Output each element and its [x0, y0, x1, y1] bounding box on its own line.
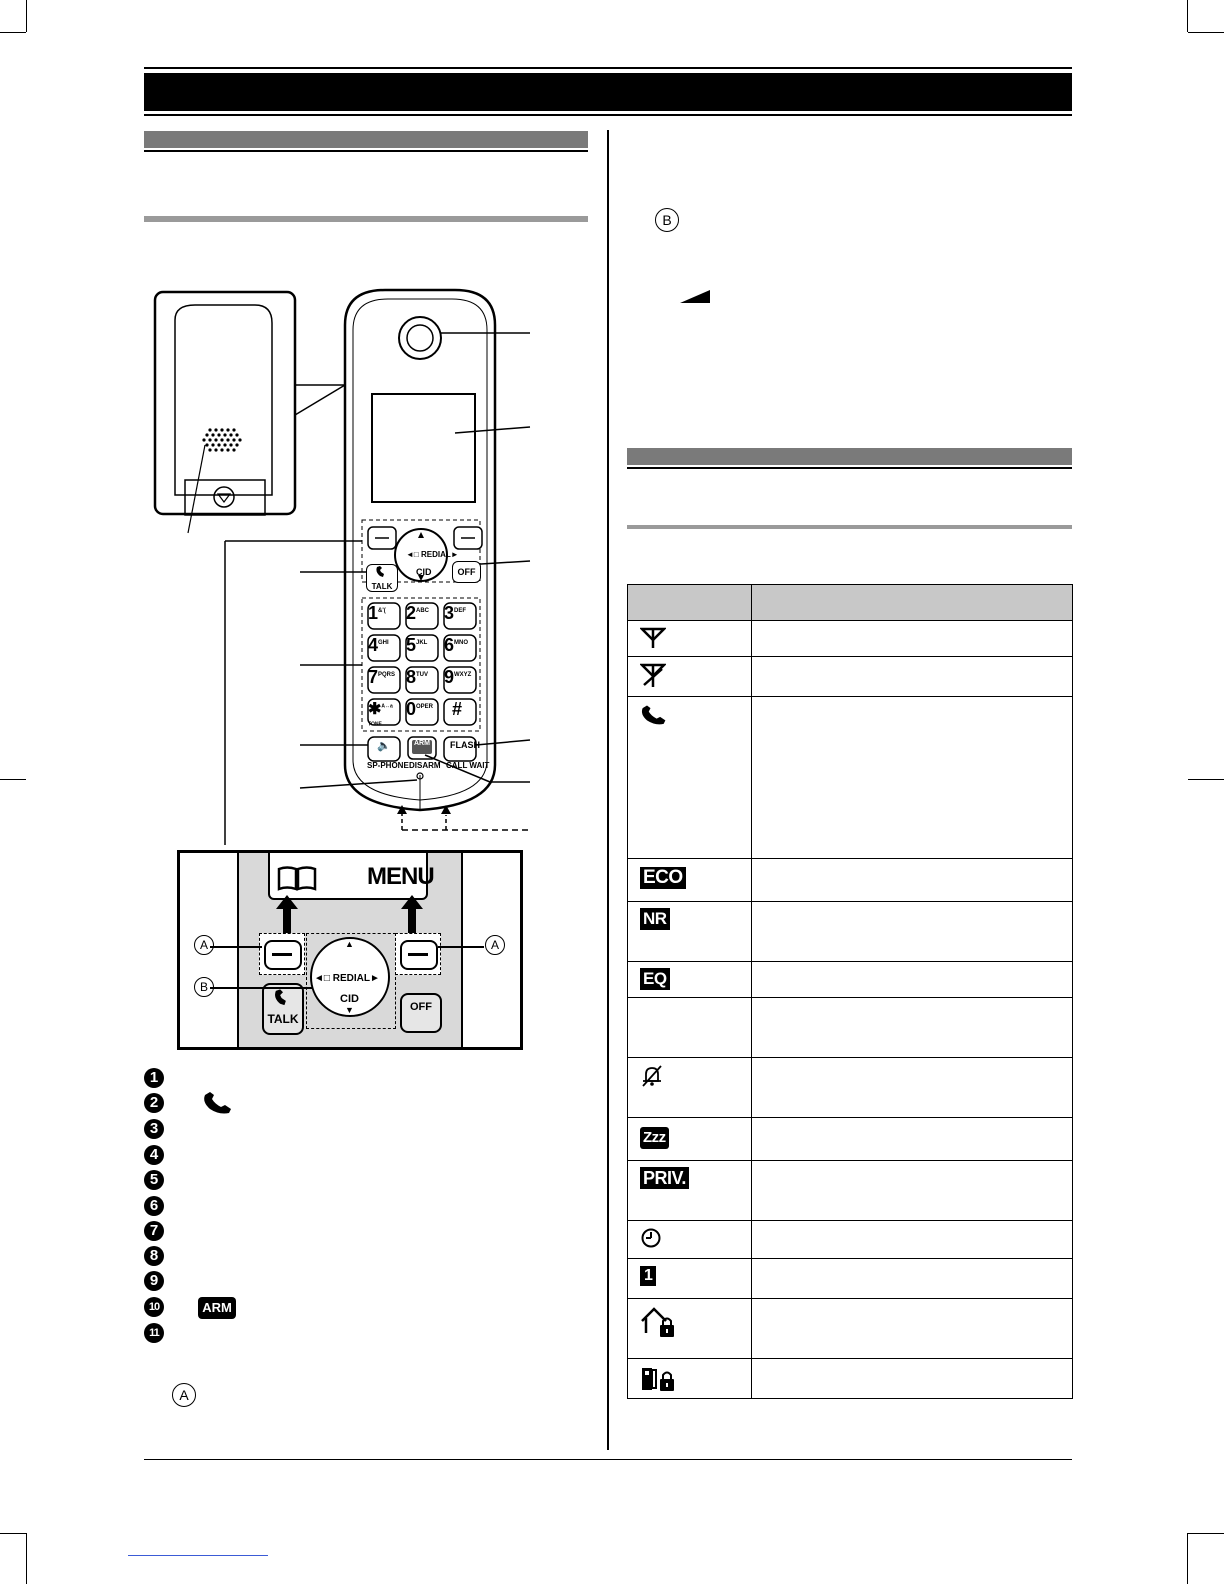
flash-key-label[interactable]: FLASH	[450, 740, 480, 750]
section-caption-bar	[627, 448, 1072, 465]
crop-mark	[0, 32, 26, 33]
equalizer-icon: EQ	[640, 968, 670, 990]
soft-key-right[interactable]	[395, 933, 441, 975]
table-row	[628, 1161, 1073, 1221]
sp-phone-label: SP-PHONE	[367, 761, 409, 770]
legend-number-3: 3	[144, 1119, 164, 1139]
nav-down-icon: ▼	[345, 1005, 354, 1015]
cid-label: CID	[340, 993, 359, 1005]
speaker-phone-icon[interactable]: 🔈	[377, 740, 391, 752]
column-divider	[607, 130, 609, 1450]
table-row	[628, 1058, 1073, 1118]
phone-handset-icon	[640, 703, 668, 729]
key-3[interactable]: $3^{DEF}$	[444, 603, 467, 623]
off-key[interactable]: OFF	[400, 993, 442, 1033]
crop-mark	[1187, 0, 1188, 32]
legend-number-10: 10	[144, 1297, 164, 1317]
nav-up-icon: ▲	[345, 939, 354, 949]
key-9[interactable]: $9^{WXYZ}$	[444, 667, 472, 687]
legend-number-6: 6	[144, 1196, 164, 1216]
eco-mode-icon: ECO	[640, 867, 686, 889]
table-header-cell	[752, 585, 1073, 621]
phone-handset-icon	[202, 1092, 234, 1116]
table-header-row	[628, 585, 1073, 621]
callout-a-icon: A	[194, 935, 214, 955]
legend-number-8: 8	[144, 1246, 164, 1266]
legend-number-2: 2	[144, 1093, 164, 1113]
alarm-clock-icon	[640, 1227, 662, 1249]
volume-wedge-icon	[680, 290, 712, 304]
legend-number-7: 7	[144, 1221, 164, 1241]
table-row	[628, 1221, 1073, 1259]
key-5[interactable]: $5^{JKL}$	[406, 635, 428, 655]
crop-mark	[0, 1533, 26, 1534]
section-caption-rule	[144, 150, 588, 152]
crop-mark	[26, 0, 27, 32]
device-lock-icon	[640, 1365, 678, 1393]
line-number-icon: 1	[640, 1266, 656, 1286]
legend-number-9: 9	[144, 1271, 164, 1291]
crop-mark	[0, 779, 26, 780]
key-4[interactable]: $4^{GHI}$	[368, 635, 389, 655]
legend-number-4: 4	[144, 1145, 164, 1165]
privacy-mode-icon: PRIV.	[640, 1167, 689, 1189]
callout-a-icon: A	[172, 1383, 196, 1407]
callout-a-icon: A	[485, 935, 505, 955]
section-caption-rule	[627, 467, 1072, 469]
section-caption-bar	[144, 131, 588, 148]
callout-line	[210, 946, 262, 948]
disarm-label: DISARM	[409, 761, 441, 770]
crop-mark	[1188, 779, 1224, 780]
legend-number-1: 1	[144, 1068, 164, 1088]
no-signal-antenna-icon	[640, 663, 666, 689]
table-row	[628, 621, 1073, 657]
key-star[interactable]: ✱$^{A\leftrightarrow a TONE}$	[368, 701, 393, 728]
callout-line	[438, 946, 484, 948]
header-rule	[144, 114, 1072, 116]
zoom-detail-box	[177, 850, 523, 1050]
table-row	[628, 962, 1073, 998]
callout-line	[210, 987, 312, 989]
table-row	[628, 859, 1073, 902]
key-hash[interactable]: #	[452, 699, 463, 719]
phone-handset-icon	[375, 566, 389, 578]
redial-key-label: ◄□ REDIAL►	[406, 550, 459, 559]
talk-key[interactable]: TALK	[262, 983, 304, 1035]
crop-mark	[1188, 1533, 1224, 1534]
status-icon-table	[627, 584, 1073, 1399]
table-row	[628, 1259, 1073, 1299]
phone-handset-icon	[273, 989, 293, 1007]
key-1[interactable]: 1&'(	[368, 603, 386, 623]
off-key[interactable]: OFF	[452, 561, 481, 583]
phonebook-icon	[277, 865, 317, 891]
table-row	[628, 1359, 1073, 1399]
call-wait-label: CALL WAIT	[446, 761, 490, 770]
key-2[interactable]: $2^{ABC}$	[406, 603, 430, 623]
legend-number-11: 11	[144, 1323, 164, 1343]
crop-mark	[1188, 32, 1224, 33]
table-row	[628, 902, 1073, 962]
subsection-bar	[627, 525, 1072, 529]
key-7[interactable]: $7^{PQRS}$	[368, 667, 396, 687]
callout-b-icon: B	[194, 977, 214, 997]
key-0[interactable]: $0^{OPER}$	[406, 699, 434, 719]
ringer-off-icon	[640, 1064, 664, 1088]
legend-number-5: 5	[144, 1170, 164, 1190]
table-row	[628, 998, 1073, 1058]
table-row	[628, 657, 1073, 697]
crop-mark	[26, 1533, 27, 1584]
table-row	[628, 1118, 1073, 1161]
talk-key[interactable]: TALK	[366, 564, 398, 592]
callout-b-icon: B	[655, 208, 679, 232]
header-rule	[144, 67, 1072, 69]
menu-label: MENU	[367, 863, 434, 890]
footer-link-line	[128, 1555, 268, 1556]
silent-mode-icon: Zzz	[640, 1127, 669, 1149]
table-header-cell	[628, 585, 752, 621]
arm-key-icon: ARM	[198, 1297, 236, 1319]
signal-antenna-icon	[640, 627, 666, 649]
header-bar	[144, 73, 1072, 111]
key-8[interactable]: $8^{TUV}$	[406, 667, 429, 687]
table-row	[628, 697, 1073, 859]
soft-key-left[interactable]	[259, 933, 305, 975]
footer-rule	[144, 1459, 1072, 1460]
redial-label: ◄□ REDIAL►	[314, 973, 380, 984]
home-lock-icon	[640, 1305, 678, 1339]
arm-key-label[interactable]: ARM	[414, 740, 430, 747]
noise-reduction-icon: NR	[640, 908, 670, 930]
subsection-bar	[144, 216, 588, 222]
key-6[interactable]: $6^{MNO}$	[444, 635, 469, 655]
crop-mark	[1187, 1533, 1188, 1584]
cid-key-label: CID	[416, 567, 432, 577]
table-row	[628, 1299, 1073, 1359]
